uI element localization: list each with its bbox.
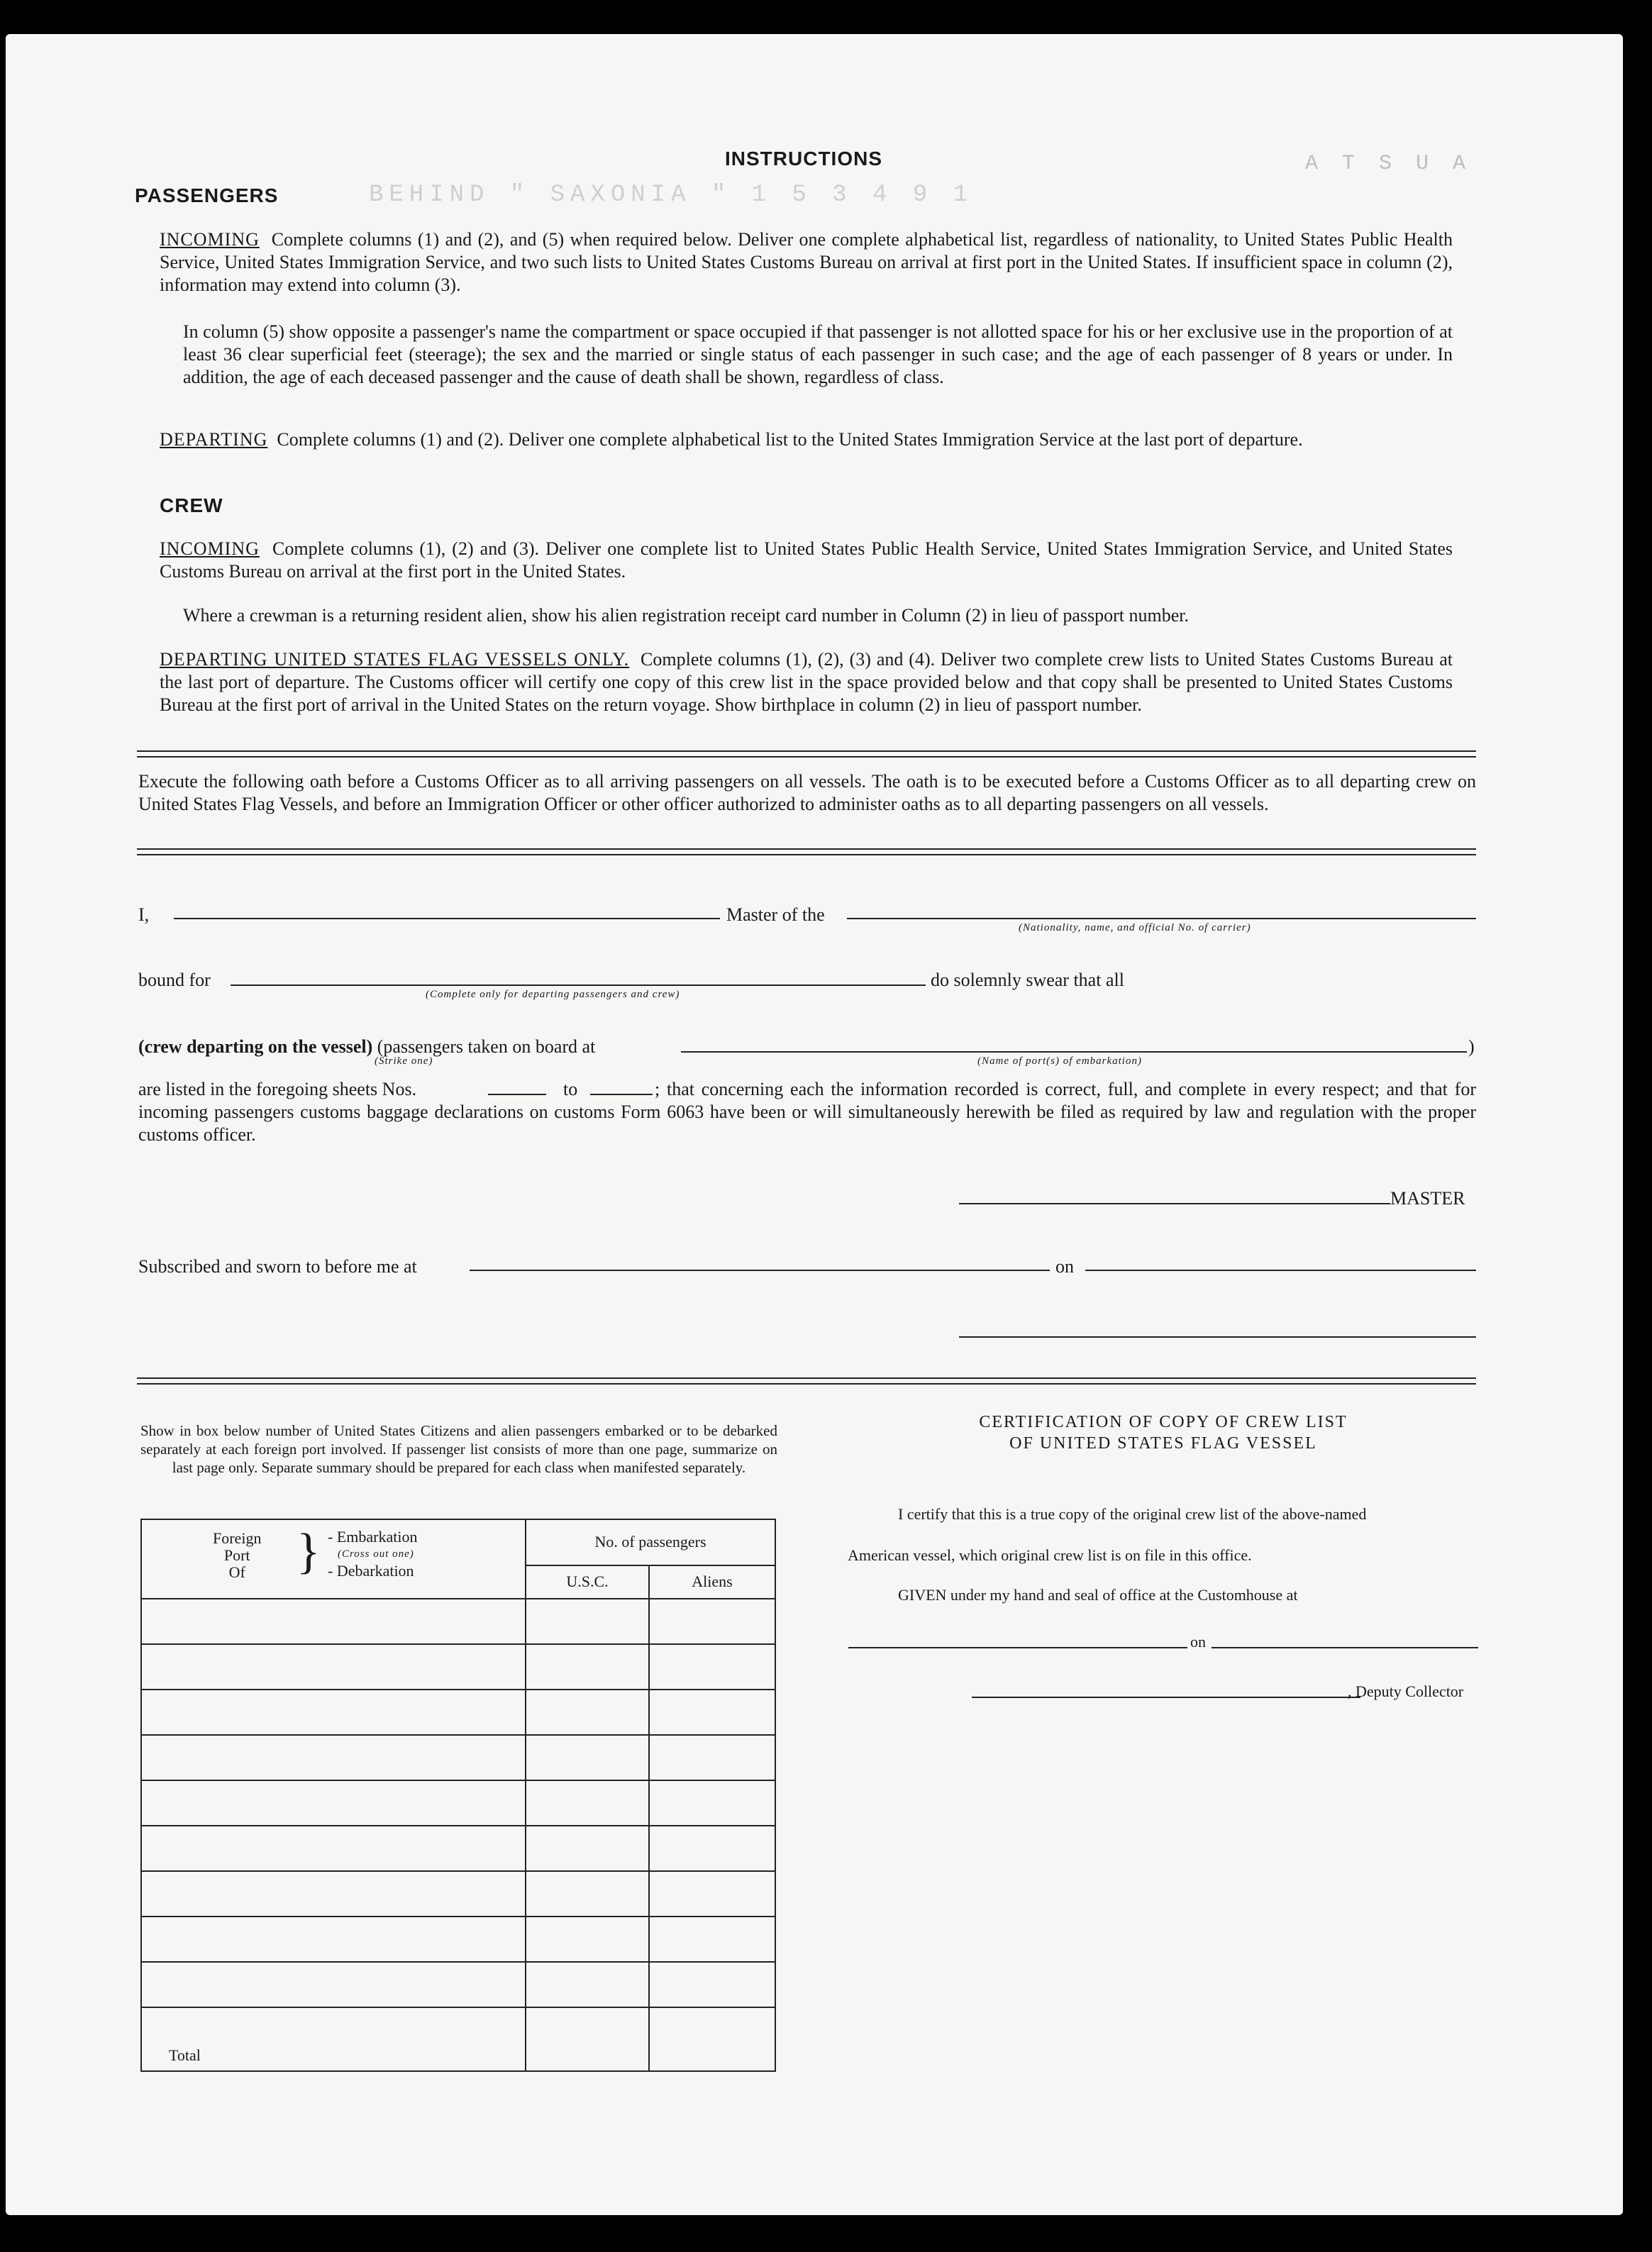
port-cell[interactable] — [141, 1599, 526, 1644]
sworn-on-label: on — [1055, 1256, 1074, 1277]
foreign-label: Foreign — [213, 1529, 262, 1547]
deputy-signature-field[interactable] — [972, 1697, 1360, 1698]
aliens-cell[interactable] — [649, 1780, 775, 1826]
no-passengers-header: No. of passengers — [526, 1519, 775, 1565]
officer-signature-field[interactable] — [959, 1336, 1476, 1338]
aliens-cell[interactable] — [649, 1599, 775, 1644]
usc-cell[interactable] — [526, 1962, 649, 2007]
port-cell[interactable] — [141, 1826, 526, 1871]
column5-paragraph: In column (5) show opposite a passenger's name the compartment or space occupied if that passenger is not allotted space for his or her exclusive use in the proportion of at least 36 clear superficial feet (steerage); the sex and the married or single status of each passenger in such case; and the age of each passenger of 8 years or under. In addition, the age of each deceased passenger and the cause of death shall be shown, regardless of class. — [183, 321, 1453, 387]
section-divider — [137, 750, 1476, 758]
port-caption: (Name of port(s) of embarkation) — [977, 1055, 1142, 1067]
passengers-departing-paragraph — [160, 428, 1453, 451]
table-row — [141, 1826, 775, 1871]
total-row — [141, 2007, 775, 2071]
master-label: MASTER — [1390, 1188, 1465, 1209]
embarkation-port-field[interactable] — [681, 1051, 1467, 1053]
usc-cell[interactable] — [526, 1644, 649, 1690]
foreign-port-of — [213, 1530, 261, 1581]
table-row — [141, 1690, 775, 1735]
section-divider — [137, 1377, 1476, 1385]
port-cell[interactable] — [141, 1690, 526, 1735]
usc-cell[interactable] — [526, 1871, 649, 1917]
total-aliens-cell[interactable] — [649, 2007, 775, 2071]
usc-cell[interactable] — [526, 1826, 649, 1871]
bound-for-label: bound for — [138, 970, 211, 990]
bleed-through-stamp: A T S U A — [1305, 152, 1472, 176]
total-usc-cell[interactable] — [526, 2007, 649, 2071]
subscribed-label: Subscribed and sworn to before me at — [138, 1256, 417, 1277]
table-row — [141, 1735, 775, 1780]
listed-text: ; that concerning each the information recorded is correct, full, and complete in every respect; and that for incoming passengers customs baggage declarations on customs Form 6063 have been or will simultaneously herewith be filed as required by law and regulation with the proper customs officer. — [138, 1079, 1476, 1145]
certify-line2: American vessel, which original crew list is on file in this office. — [848, 1546, 1252, 1564]
crew-departing-paragraph — [160, 648, 1453, 716]
passengers-taken-label: (passengers taken on board at — [377, 1036, 596, 1057]
crew-departing-lead: DEPARTING UNITED STATES FLAG VESSELS ONLY. — [160, 649, 630, 670]
port-cell[interactable] — [141, 1917, 526, 1962]
close-paren: ) — [1468, 1036, 1475, 1057]
usc-header: U.S.C. — [526, 1565, 649, 1599]
aliens-cell[interactable] — [649, 1644, 775, 1690]
to-label: to — [563, 1079, 578, 1099]
embarkation-option[interactable]: - Embarkation — [328, 1528, 418, 1546]
given-text: GIVEN under my hand and seal of office at the Customhouse at — [898, 1586, 1298, 1604]
carrier-field[interactable] — [847, 918, 1476, 919]
aliens-cell[interactable] — [649, 1917, 775, 1962]
port-cell[interactable] — [141, 1644, 526, 1690]
customhouse-field[interactable] — [848, 1647, 1187, 1648]
crew-departing-label: (crew departing on the vessel) — [138, 1036, 373, 1057]
passengers-incoming-lead: INCOMING — [160, 229, 260, 250]
certification-title — [851, 1411, 1475, 1454]
table-row — [141, 1917, 775, 1962]
bound-caption: (Complete only for departing passengers and crew) — [426, 989, 680, 1000]
master-of-label: Master of the — [726, 904, 825, 925]
certification-title-line2: OF UNITED STATES FLAG VESSEL — [1009, 1434, 1317, 1453]
swear-label: do solemnly swear that all — [931, 970, 1124, 990]
brace-glyph: } — [296, 1524, 321, 1579]
usc-cell[interactable] — [526, 1780, 649, 1826]
strike-caption: (Strike one) — [375, 1055, 433, 1067]
certification-on-label: on — [1190, 1633, 1206, 1651]
port-cell[interactable] — [141, 1780, 526, 1826]
page-title: INSTRUCTIONS — [725, 148, 882, 170]
crew-incoming-lead: INCOMING — [160, 538, 260, 559]
passengers-incoming-paragraph — [160, 228, 1453, 296]
passengers-departing-lead: DEPARTING — [160, 429, 268, 450]
certify-line1: I certify that this is a true copy of the original crew list of the above-named — [898, 1505, 1367, 1523]
aliens-cell[interactable] — [649, 1826, 775, 1871]
crew-incoming-text: Complete columns (1), (2) and (3). Deliver one complete list to United States Public Health Service, United States Immigration Service, and United States Customs Bureau on arrival at the first port in the United States. — [160, 538, 1453, 582]
usc-cell[interactable] — [526, 1599, 649, 1644]
crew-departing-option[interactable] — [138, 1036, 595, 1058]
aliens-cell[interactable] — [649, 1690, 775, 1735]
port-label: Port — [223, 1546, 250, 1564]
of-label: Of — [228, 1563, 245, 1581]
table-row — [141, 1962, 775, 2007]
deputy-collector-label: , Deputy Collector — [1348, 1682, 1464, 1700]
cross-out-caption: (Cross out one) — [338, 1548, 414, 1560]
passengers-heading: PASSENGERS — [135, 184, 279, 206]
master-name-field[interactable] — [174, 918, 720, 919]
carrier-caption: (Nationality, name, and official No. of carrier) — [1019, 922, 1251, 933]
usc-cell[interactable] — [526, 1917, 649, 1962]
certification-date-field[interactable] — [1212, 1647, 1478, 1648]
crew-departing-text: Complete columns (1), (2), (3) and (4). Deliver two complete crew lists to United States Customs Bureau at the last port of departure. The Customs officer will certify one copy of this crew list in the space provided below and that copy shall be presented to United States Customs Bureau at the first port of arrival in the United States on the return voyage. Show birthplace in column (2) in lieu of passport number. — [160, 649, 1453, 715]
sworn-place-field[interactable] — [470, 1270, 1050, 1271]
aliens-header: Aliens — [649, 1565, 775, 1599]
passengers-incoming-text: Complete columns (1) and (2), and (5) when required below. Deliver one complete alphabetical list, regardless of nationality, to United States Public Health Service, United States Immigration Service, and two such lists to United States Customs Bureau on arrival at first port in the United States. If insufficient space in column (2), information may extend into column (3). — [160, 229, 1453, 295]
aliens-cell[interactable] — [649, 1735, 775, 1780]
usc-cell[interactable] — [526, 1735, 649, 1780]
aliens-cell[interactable] — [649, 1871, 775, 1917]
section-divider — [137, 848, 1476, 855]
bound-for-field[interactable] — [231, 984, 926, 986]
crew-incoming-paragraph — [160, 538, 1453, 583]
aliens-cell[interactable] — [649, 1962, 775, 2007]
oath-intro: Execute the following oath before a Customs Officer as to all arriving passengers on all vessels. The oath is to be executed before a Customs Officer as to all departing crew on United States Flag Vessels, and before an Immigration Officer or other officer authorized to administer oaths as to all departing passengers on all vessels. — [138, 771, 1476, 814]
usc-cell[interactable] — [526, 1690, 649, 1735]
passenger-summary-table — [140, 1519, 776, 2072]
bleed-through-text: BEHIND " SAXONIA " 1 5 3 4 9 1 — [369, 182, 974, 209]
table-row — [141, 1644, 775, 1690]
certification-title-line1: CERTIFICATION OF COPY OF CREW LIST — [979, 1413, 1348, 1431]
port-cell[interactable] — [141, 1871, 526, 1917]
master-signature-field[interactable] — [959, 1203, 1390, 1204]
total-label: Total — [141, 2007, 526, 2071]
port-cell[interactable] — [141, 1962, 526, 2007]
summary-instructions: Show in box below number of United States Citizens and alien passengers embarked or to be debarked separately at each foreign port involved. If passenger list consists of more than one page, summarize on last page only. Separate summary should be prepared for each class when manifested separately. — [140, 1422, 777, 1476]
table-row — [141, 1780, 775, 1826]
debarkation-option[interactable]: - Debarkation — [328, 1562, 414, 1580]
port-header-cell — [141, 1519, 526, 1599]
oath-i-label: I, — [138, 904, 150, 925]
crew-resident-paragraph: Where a crewman is a returning resident alien, show his alien registration receipt card number in Column (2) in lieu of passport number. — [183, 605, 1190, 626]
passengers-departing-text: Complete columns (1) and (2). Deliver one complete alphabetical list to the United States Immigration Service at the last port of departure. — [277, 429, 1303, 450]
table-row — [141, 1871, 775, 1917]
listed-label: are listed in the foregoing sheets Nos. — [138, 1079, 417, 1099]
port-cell[interactable] — [141, 1735, 526, 1780]
crew-heading: CREW — [160, 494, 223, 516]
table-row — [141, 1599, 775, 1644]
sworn-date-field[interactable] — [1085, 1270, 1476, 1271]
